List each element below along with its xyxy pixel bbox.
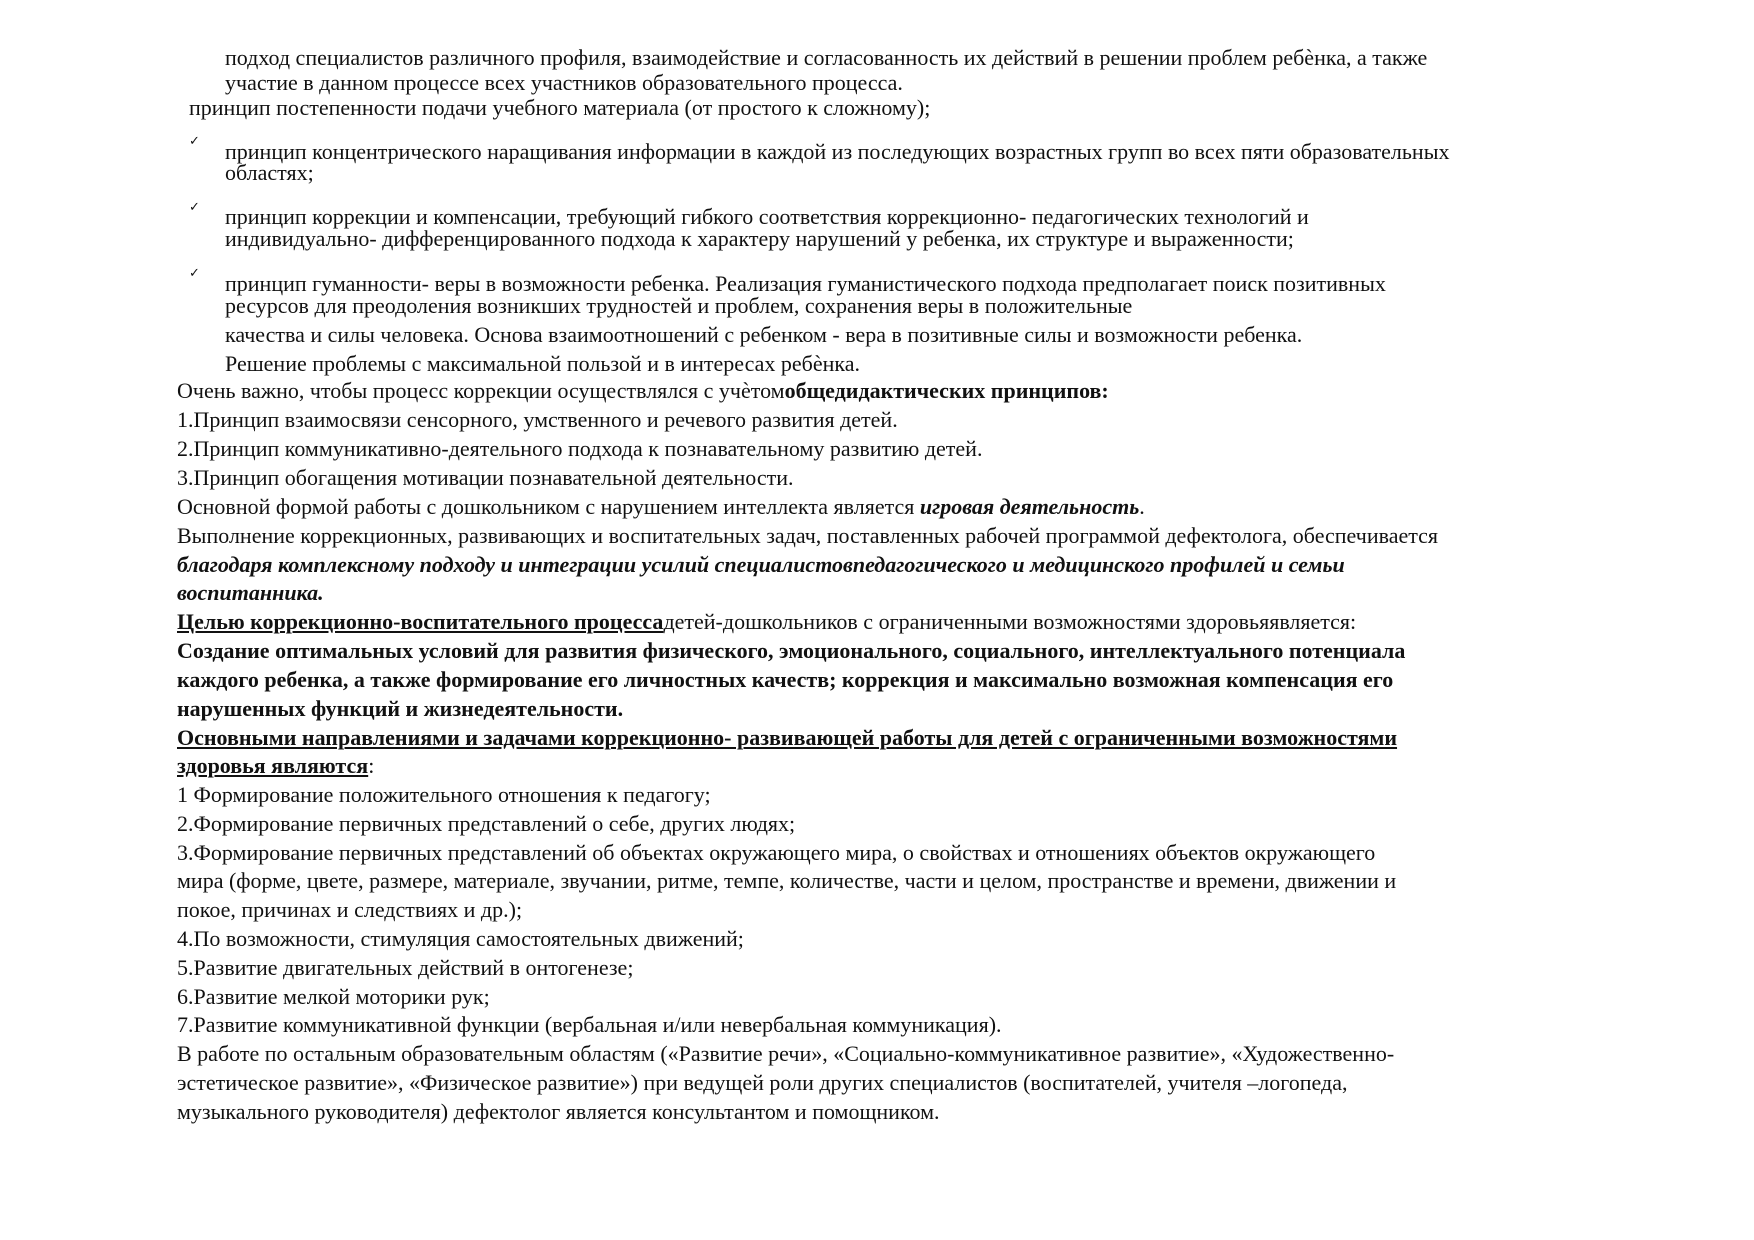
direction-item-7: 7.Развитие коммуникативной функции (вербальная и/или невербальная коммуникация).	[177, 1012, 1002, 1037]
direction-item-1: 1 Формирование положительного отношения к педагогу;	[177, 782, 711, 807]
bullet-3-line-1: принцип гуманности- веры в возможности ребенка. Реализация гуманистического подхода предполагает поиск позитивных	[225, 271, 1386, 296]
didactic-principle-3: 3.Принцип обогащения мотивации познавательной деятельности.	[177, 465, 794, 490]
direction-item-6: 6.Развитие мелкой моторики рук;	[177, 984, 490, 1009]
intro-line-2: участие в данном процессе всех участников образовательного процесса.	[225, 70, 903, 95]
closing-line-2: эстетическое развитие», «Физическое развитие») при ведущей роли других специалистов (воспитателей, учителя –логопеда,	[177, 1070, 1348, 1095]
check-icon: ✓	[189, 266, 200, 281]
goal-text-line-1: Создание оптимальных условий для развития физического, эмоционального, социального, интеллектуального потенциала	[177, 638, 1406, 663]
bullet-3-line-2: ресурсов для преодоления возникших трудностей и проблем, сохранения веры в положительные	[225, 293, 1133, 318]
directions-heading-line-1: Основными направлениями и задачами коррекционно- развивающей работы для детей с ограниченными возможностями	[177, 725, 1398, 750]
bullet-3-line-3: качества и силы человека. Основа взаимоотношений с ребенком - вера в позитивные силы и возможности ребенка.	[225, 322, 1303, 347]
directions-heading-text: здоровья являются	[177, 753, 369, 778]
direction-item-3-line-3: покое, причинах и следствиях и др.);	[177, 897, 523, 922]
tasks-line-3: воспитанника.	[177, 580, 324, 605]
bullet-1-line-2: областях;	[225, 160, 314, 185]
main-form-emphasis: игровая деятельность	[919, 494, 1140, 519]
intro-line-3: принцип постепенности подачи учебного материала (от простого к сложному);	[189, 95, 931, 120]
bullet-2-line-1: принцип коррекции и компенсации, требующий гибкого соответствия коррекционно- педагогических технологий и	[225, 204, 1309, 229]
didactic-principle-1: 1.Принцип взаимосвязи сенсорного, умственного и речевого развития детей.	[177, 407, 898, 432]
bullet-3-line-4: Решение проблемы с максимальной пользой и в интересах ребѐнка.	[225, 351, 861, 376]
goal-text-line-3: нарушенных функций и жизнедеятельности.	[177, 696, 624, 721]
direction-item-5: 5.Развитие двигательных действий в онтогенезе;	[177, 955, 634, 980]
main-form-text: Основной формой работы с дошкольником с нарушением интеллекта является	[177, 494, 920, 519]
check-icon: ✓	[189, 134, 200, 149]
closing-line-1: В работе по остальным образовательным областям («Развитие речи», «Социально-коммуникативное развитие», «Художественно-	[177, 1041, 1395, 1066]
didactic-principle-2: 2.Принцип коммуникативно-деятельного подхода к познавательному развитию детей.	[177, 436, 983, 461]
direction-item-3-line-2: мира (форме, цвете, размере, материале, звучании, ритме, темпе, количестве, части и целом, пространстве и времени, движении и	[177, 868, 1397, 893]
directions-heading-colon: :	[368, 753, 375, 778]
main-form-end: .	[1139, 494, 1145, 519]
direction-item-4: 4.По возможности, стимуляция самостоятельных движений;	[177, 926, 744, 951]
didactic-intro-bold: общедидактических принципов:	[784, 378, 1109, 403]
goal-rest: детей-дошкольников с ограниченными возможностями здоровьяявляется:	[663, 609, 1357, 634]
goal-heading: Целью коррекционно-воспитательного процесса	[177, 609, 664, 634]
bullet-1-line-1: принцип концентрического наращивания информации в каждой из последующих возрастных групп во всех пяти образовательных	[225, 139, 1450, 164]
direction-item-2: 2.Формирование первичных представлений о себе, других людях;	[177, 811, 796, 836]
direction-item-3-line-1: 3.Формирование первичных представлений об объектах окружающего мира, о свойствах и отношениях объектов окружающего	[177, 840, 1376, 865]
didactic-intro	[177, 378, 1109, 403]
intro-line-1: подход специалистов различного профиля, взаимодействие и согласованность их действий в решении проблем ребѐнка, а также	[225, 45, 1428, 70]
goal-line	[177, 609, 1356, 634]
bullet-2-line-2: индивидуально- дифференцированного подхода к характеру нарушений у ребенка, их структуре и выраженности;	[225, 226, 1294, 251]
main-form-line	[177, 494, 1145, 519]
closing-line-3: музыкального руководителя) дефектолог является консультантом и помощником.	[177, 1099, 940, 1124]
didactic-intro-text: Очень важно, чтобы процесс коррекции осуществлялся с учѐтом	[177, 378, 785, 403]
check-icon: ✓	[189, 200, 200, 215]
tasks-line-1: Выполнение коррекционных, развивающих и воспитательных задач, поставленных рабочей программой дефектолога, обеспечивается	[177, 523, 1439, 548]
tasks-line-2: благодаря комплексному подходу и интеграции усилий специалистовпедагогического и медицинского профилей и семьи	[177, 552, 1345, 577]
goal-text-line-2: каждого ребенка, а также формирование его личностных качеств; коррекция и максимально возможная компенсация его	[177, 667, 1394, 692]
directions-heading-line-2	[177, 753, 374, 778]
